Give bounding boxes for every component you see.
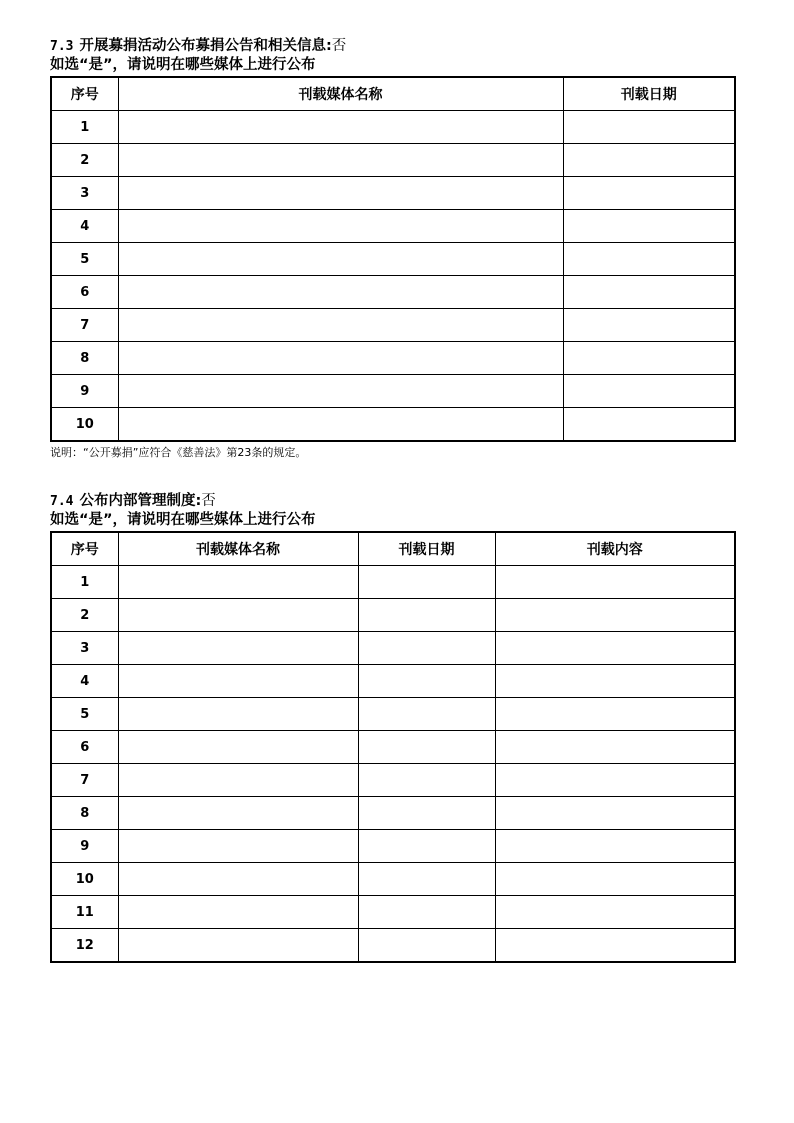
cell-date[interactable]: [358, 599, 495, 632]
cell-media-name[interactable]: [118, 342, 563, 375]
table-row: [51, 566, 735, 599]
row-index: 10: [51, 408, 118, 442]
cell-media-name[interactable]: [118, 111, 563, 144]
row-index: 4: [51, 210, 118, 243]
column-header-media-name: 刊载媒体名称: [118, 532, 358, 566]
table-row: [51, 731, 735, 764]
cell-content[interactable]: [495, 665, 735, 698]
section-answer: 否: [331, 38, 347, 54]
row-index: 6: [51, 276, 118, 309]
table-row: [51, 863, 735, 896]
cell-content[interactable]: [495, 863, 735, 896]
section-answer: 否: [201, 493, 216, 509]
row-index: 3: [51, 177, 118, 210]
cell-date[interactable]: [563, 144, 735, 177]
section-7-3: [50, 37, 734, 460]
footnote: 说明：“公开募捐”应符合《慈善法》第23条的规定。: [50, 446, 307, 459]
row-index: 5: [51, 698, 118, 731]
section-number: 7.3: [50, 39, 74, 54]
section-title: 公布内部管理制度:: [79, 493, 202, 509]
cell-date[interactable]: [358, 797, 495, 830]
row-index: 7: [51, 764, 118, 797]
table-row: [51, 698, 735, 731]
cell-content[interactable]: [495, 599, 735, 632]
cell-media-name[interactable]: [118, 599, 358, 632]
cell-content[interactable]: [495, 731, 735, 764]
row-index: 8: [51, 797, 118, 830]
table-row: [51, 896, 735, 929]
section-7-4-heading: [50, 492, 734, 511]
row-index: 2: [51, 144, 118, 177]
table-row: [51, 830, 735, 863]
cell-media-name[interactable]: [118, 698, 358, 731]
cell-media-name[interactable]: [118, 632, 358, 665]
cell-content[interactable]: [495, 929, 735, 963]
cell-date[interactable]: [563, 177, 735, 210]
table-row: [51, 632, 735, 665]
cell-media-name[interactable]: [118, 665, 358, 698]
column-header-date: 刊载日期: [563, 77, 735, 111]
cell-media-name[interactable]: [118, 408, 563, 442]
table-row: [51, 375, 735, 408]
table-row: [51, 177, 735, 210]
row-index: 3: [51, 632, 118, 665]
row-index: 12: [51, 929, 118, 963]
section-7-3-heading: [50, 37, 734, 56]
cell-media-name[interactable]: [118, 243, 563, 276]
section-instruction: 如选“是”，请说明在哪些媒体上进行公布: [50, 512, 316, 528]
table-row: [51, 243, 735, 276]
cell-date[interactable]: [563, 309, 735, 342]
table-row: [51, 599, 735, 632]
cell-content[interactable]: [495, 566, 735, 599]
column-header-media-name: 刊载媒体名称: [118, 77, 563, 111]
cell-media-name[interactable]: [118, 210, 563, 243]
table-row: [51, 764, 735, 797]
cell-media-name[interactable]: [118, 144, 563, 177]
row-index: 1: [51, 111, 118, 144]
row-index: 8: [51, 342, 118, 375]
cell-date[interactable]: [358, 830, 495, 863]
cell-media-name[interactable]: [118, 830, 358, 863]
cell-media-name[interactable]: [118, 797, 358, 830]
cell-media-name[interactable]: [118, 731, 358, 764]
cell-content[interactable]: [495, 797, 735, 830]
cell-media-name[interactable]: [118, 863, 358, 896]
section-title: 开展募捐活动公布募捐公告和相关信息:: [79, 38, 332, 54]
table-row: [51, 309, 735, 342]
cell-date[interactable]: [358, 698, 495, 731]
cell-media-name[interactable]: [118, 896, 358, 929]
cell-media-name[interactable]: [118, 566, 358, 599]
cell-date[interactable]: [358, 863, 495, 896]
row-index: 1: [51, 566, 118, 599]
column-header-date: 刊载日期: [358, 532, 495, 566]
media-table-7-3: [50, 76, 736, 442]
table-row: [51, 144, 735, 177]
cell-date[interactable]: [358, 896, 495, 929]
row-index: 4: [51, 665, 118, 698]
row-index: 11: [51, 896, 118, 929]
cell-date[interactable]: [563, 342, 735, 375]
table-row: [51, 111, 735, 144]
row-index: 6: [51, 731, 118, 764]
row-index: 9: [51, 375, 118, 408]
cell-date[interactable]: [563, 408, 735, 442]
table-header-row: [51, 77, 735, 111]
row-index: 2: [51, 599, 118, 632]
cell-date[interactable]: [358, 731, 495, 764]
cell-media-name[interactable]: [118, 177, 563, 210]
row-index: 10: [51, 863, 118, 896]
cell-date[interactable]: [563, 210, 735, 243]
cell-content[interactable]: [495, 896, 735, 929]
cell-date[interactable]: [358, 632, 495, 665]
column-header-index: 序号: [51, 532, 118, 566]
section-number: 7.4: [50, 494, 74, 509]
cell-date[interactable]: [563, 243, 735, 276]
table-header-row: [51, 532, 735, 566]
cell-media-name[interactable]: [118, 309, 563, 342]
cell-content[interactable]: [495, 698, 735, 731]
table-row: [51, 342, 735, 375]
cell-media-name[interactable]: [118, 375, 563, 408]
table-row: [51, 665, 735, 698]
table-row: [51, 797, 735, 830]
table-row: [51, 210, 735, 243]
row-index: 9: [51, 830, 118, 863]
section-7-4: [50, 492, 734, 963]
cell-media-name[interactable]: [118, 276, 563, 309]
cell-content[interactable]: [495, 632, 735, 665]
cell-content[interactable]: [495, 830, 735, 863]
table-row: [51, 929, 735, 963]
cell-date[interactable]: [563, 111, 735, 144]
table-row: [51, 408, 735, 442]
column-header-content: 刊载内容: [495, 532, 735, 566]
cell-media-name[interactable]: [118, 764, 358, 797]
row-index: 7: [51, 309, 118, 342]
cell-media-name[interactable]: [118, 929, 358, 963]
cell-date[interactable]: [563, 375, 735, 408]
section-instruction: 如选“是”，请说明在哪些媒体上进行公布: [50, 57, 316, 73]
column-header-index: 序号: [51, 77, 118, 111]
cell-content[interactable]: [495, 764, 735, 797]
cell-date[interactable]: [358, 929, 495, 963]
media-table-7-4: [50, 531, 736, 963]
table-row: [51, 276, 735, 309]
cell-date[interactable]: [358, 764, 495, 797]
cell-date[interactable]: [358, 665, 495, 698]
row-index: 5: [51, 243, 118, 276]
cell-date[interactable]: [358, 566, 495, 599]
cell-date[interactable]: [563, 276, 735, 309]
